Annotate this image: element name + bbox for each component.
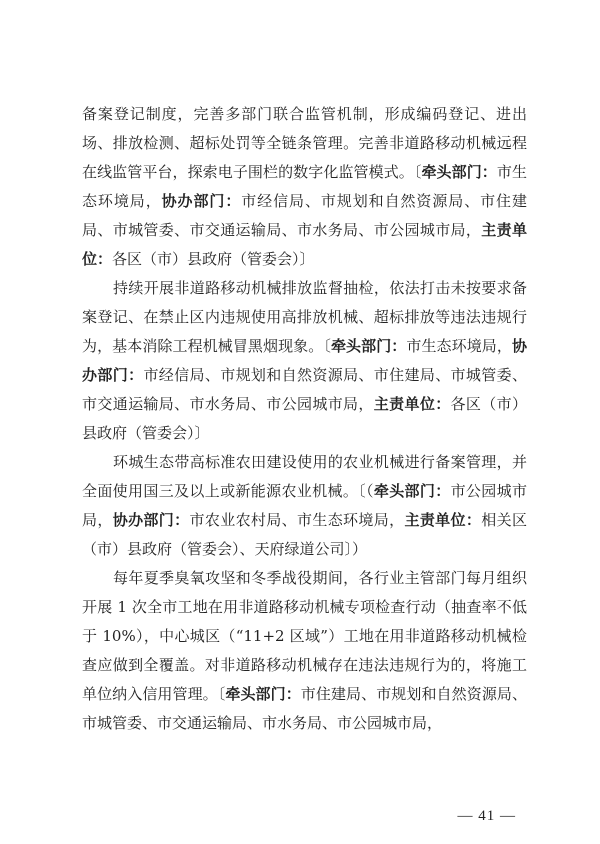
text-segment: 市经信局、市规划和自然资源局、市住建局、市城管委、市交通运输局、市水务局、市公园城市局， — [82, 366, 527, 413]
bold-label: 主责单位： — [82, 221, 527, 268]
text-segment: 环城生态带高标准农田建设使用的农业机械进行备案管理，并全面使用国三及以上或新能源农业机械。〔（ — [82, 453, 527, 500]
bold-label: 主责单位： — [373, 395, 451, 413]
bold-label: 牵头部门： — [373, 482, 451, 500]
bold-label: 协办部门： — [112, 511, 190, 529]
paragraph-2 — [82, 274, 527, 448]
text-segment: 相关区（市）县政府（管委会）、天府绿道公司〕） — [82, 511, 527, 558]
text-segment: 市公园城市局， — [82, 482, 527, 529]
bold-label: 牵头部门： — [330, 337, 407, 355]
bold-label: 牵头部门： — [421, 163, 497, 181]
bold-label: 牵头部门： — [225, 685, 301, 703]
text-segment: 市农业农村局、市生态环境局， — [189, 511, 405, 529]
page-number: — 41 — — [457, 808, 516, 824]
text-segment: 市经信局、市规划和自然资源局、市住建局、市城管委、市交通运输局、市水务局、市公园城市局， — [82, 192, 527, 239]
paragraph-1 — [82, 100, 527, 274]
bold-label: 主责单位： — [404, 511, 482, 529]
text-segment: 各区（市）县政府（管委会）〕 — [82, 395, 527, 442]
paragraph-3 — [82, 448, 527, 564]
text-segment: 每年夏季臭氧攻坚和冬季战役期间，各行业主管部门每月组织开展 1 次全市工地在用非道路移动机械专项检查行动（抽查率不低于 10%），中心城区（“11+2 区域”）工地在用非道路移动机械检查应做到全覆盖。对非道路移动机械存在违法违规行为的，将施工单位纳入信用管理。〔 — [82, 569, 527, 703]
document-body — [82, 100, 527, 738]
bold-label: 协办部门： — [161, 192, 242, 210]
text-segment: 市生态环境局， — [406, 337, 512, 355]
text-segment: 市住建局、市规划和自然资源局、市城管委、市交通运输局、市水务局、市公园城市局， — [82, 685, 527, 732]
text-segment: 持续开展非道路移动机械排放监督抽检，依法打击未按要求备案登记、在禁止区内违规使用高排放机械、超标排放等违法违规行为，基本消除工程机械冒黑烟现象。〔 — [82, 279, 527, 355]
bold-label: 协办部门： — [82, 337, 527, 384]
paragraph-4 — [82, 564, 527, 738]
text-segment: 各区（市）县政府（管委会）〕 — [112, 250, 315, 268]
text-segment: 备案登记制度，完善多部门联合监管机制，形成编码登记、进出场、排放检测、超标处罚等全链条管理。完善非道路移动机械远程在线监管平台，探索电子围栏的数字化监管模式。〔 — [82, 105, 527, 181]
text-segment: 市生态环境局， — [82, 163, 527, 210]
